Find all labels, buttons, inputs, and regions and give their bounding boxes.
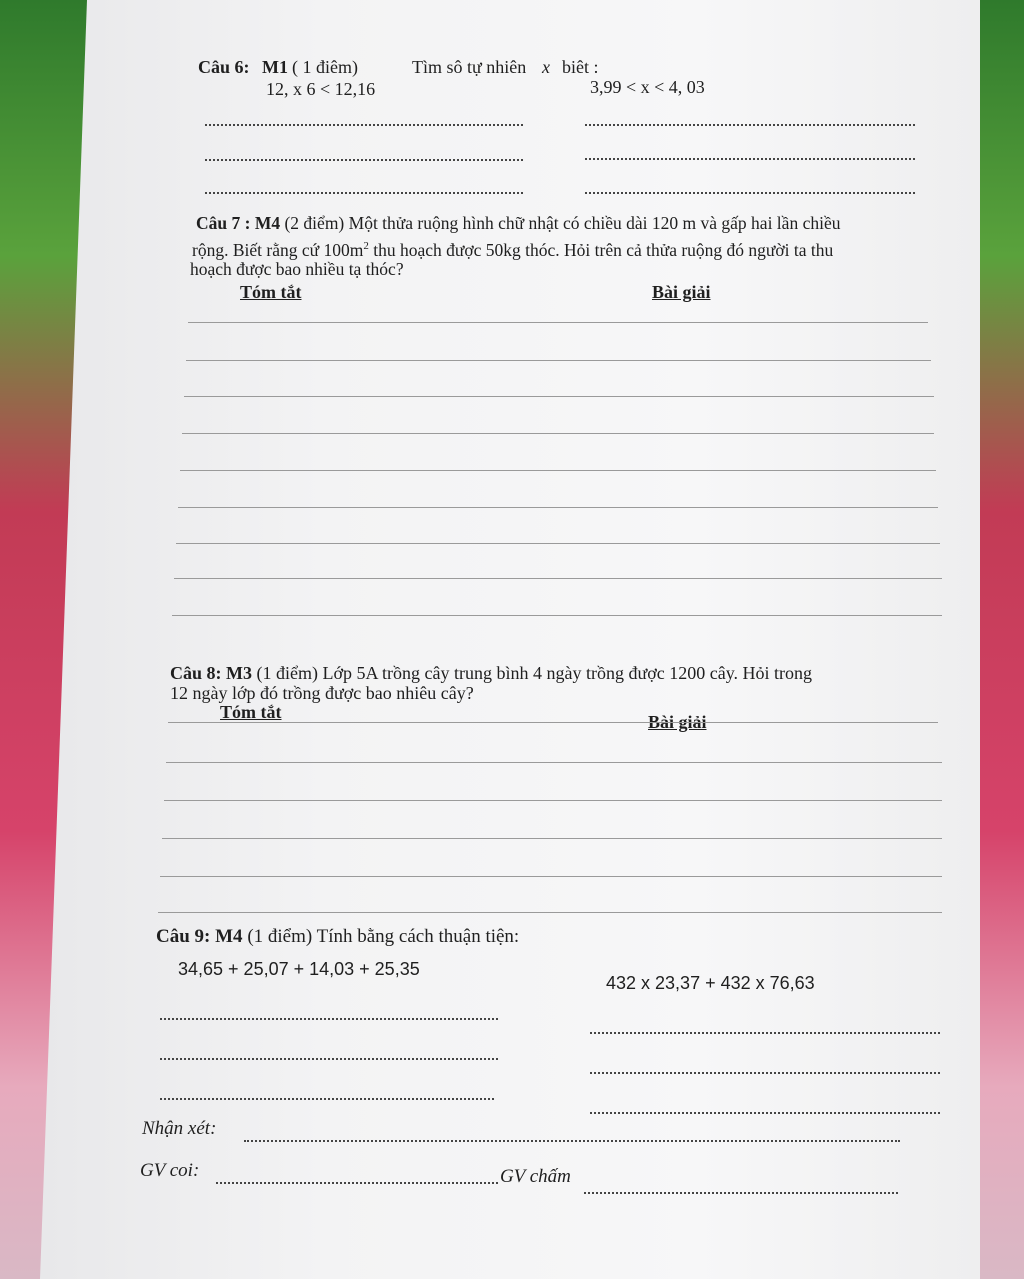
answer-line[interactable] xyxy=(205,124,523,126)
q6-variable: x xyxy=(542,57,550,77)
answer-line[interactable] xyxy=(590,1112,940,1114)
answer-line[interactable] xyxy=(205,192,523,194)
answer-line[interactable] xyxy=(172,615,942,616)
q8-label: Câu 8: xyxy=(170,663,222,683)
answer-line[interactable] xyxy=(180,470,936,471)
grader-signature-line[interactable] xyxy=(584,1192,898,1194)
q7-text-a: (2 điểm) Một thửa ruộng hình chữ nhật có chiều dài 120 m và gấp hai lần chiều xyxy=(284,213,841,233)
q6-label: Câu 6: xyxy=(198,57,250,77)
answer-line[interactable] xyxy=(182,433,934,434)
answer-line[interactable] xyxy=(205,159,523,161)
q7-text-b1: rộng. Biết rằng cứ xyxy=(192,239,320,260)
q7-level: M4 xyxy=(254,213,281,233)
answer-line[interactable] xyxy=(162,838,942,839)
answer-line[interactable] xyxy=(585,124,915,126)
q8-summary-heading: Tóm tắt xyxy=(220,702,282,722)
q8-text-b: 12 ngày lớp đó trồng được bao nhiêu cây? xyxy=(170,683,474,703)
q6-expression-1: 12, x 6 < 12,16 xyxy=(266,79,376,99)
q8-text-a: (1 điểm) Lớp 5A trồng cây trung bình 4 ngày trồng được 1200 cây. Hỏi trong xyxy=(256,663,813,683)
remark-label: Nhận xét: xyxy=(142,1118,217,1139)
proctor-label: GV coi: xyxy=(140,1160,200,1181)
q9-text: (1 điểm) Tính bằng cách thuận tiện: xyxy=(247,926,520,947)
grader-label: GV chấm xyxy=(500,1166,571,1187)
q7-line-1 xyxy=(196,212,840,234)
q7-label: Câu 7 : xyxy=(196,213,251,233)
q9-line xyxy=(156,926,519,948)
q9-expression-1: 34,65 + 25,07 + 14,03 + 25,35 xyxy=(178,959,420,979)
answer-line[interactable] xyxy=(168,722,938,723)
answer-line[interactable] xyxy=(176,543,940,544)
q7-line-2 xyxy=(192,235,833,261)
answer-line[interactable] xyxy=(160,1098,494,1100)
answer-line[interactable] xyxy=(164,800,942,801)
q8-solution-heading: Bài giải xyxy=(648,712,707,732)
q7-text-b2: thu hoạch được 50kg thóc. Hỏi trên cả thửa ruộng đó người ta thu xyxy=(373,239,834,260)
answer-line[interactable] xyxy=(174,578,942,579)
q6-level: M1 xyxy=(262,57,288,77)
answer-line[interactable] xyxy=(184,396,934,397)
q6-prompt: Tìm sô tự nhiên xyxy=(412,57,527,77)
answer-line[interactable] xyxy=(160,876,942,877)
q7-area-exponent: 2 xyxy=(363,240,369,252)
answer-line[interactable] xyxy=(585,192,915,194)
answer-line[interactable] xyxy=(590,1032,940,1034)
q6-points: ( 1 điêm) xyxy=(292,57,358,77)
proctor-signature-line[interactable] xyxy=(216,1182,498,1184)
answer-line[interactable] xyxy=(160,1058,498,1060)
answer-line[interactable] xyxy=(178,507,938,508)
q9-level: M4 xyxy=(215,926,243,947)
answer-line[interactable] xyxy=(590,1072,940,1074)
q8-line-1 xyxy=(170,662,812,684)
q6-prompt-end: biêt : xyxy=(562,57,599,77)
q7-summary-heading: Tóm tắt xyxy=(240,282,302,302)
q7-text-c: hoạch được bao nhiều tạ thóc? xyxy=(190,259,404,279)
answer-line[interactable] xyxy=(188,322,928,323)
answer-line[interactable] xyxy=(166,762,942,763)
q7-solution-heading: Bài giải xyxy=(652,282,711,302)
q6-expression-2: 3,99 < x < 4, 03 xyxy=(590,77,705,97)
q8-level: M3 xyxy=(226,663,253,683)
answer-line[interactable] xyxy=(186,360,931,361)
answer-line[interactable] xyxy=(160,1018,498,1020)
remark-line[interactable] xyxy=(244,1140,900,1142)
q9-expression-2: 432 x 23,37 + 432 x 76,63 xyxy=(606,973,815,993)
answer-line[interactable] xyxy=(585,158,915,160)
q7-area: 100m xyxy=(323,239,364,260)
answer-line[interactable] xyxy=(158,912,942,913)
q9-label: Câu 9: xyxy=(156,926,211,947)
